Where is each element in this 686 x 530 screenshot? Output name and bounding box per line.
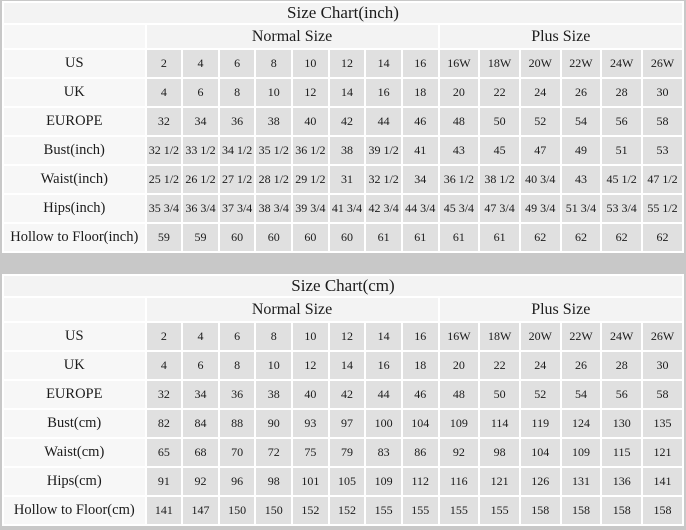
size-value-cell: 92	[440, 439, 479, 466]
size-value-cell: 82	[147, 410, 182, 437]
size-value-cell: 116	[440, 468, 479, 495]
size-value-cell: 10	[293, 50, 328, 77]
corner-cell	[4, 25, 145, 48]
size-value-cell: 12	[293, 79, 328, 106]
size-value-cell: 38 1/2	[480, 166, 519, 193]
size-value-cell: 30	[643, 352, 682, 379]
corner-cell	[4, 298, 145, 321]
size-value-cell: 62	[602, 224, 641, 251]
size-value-cell: 55 1/2	[643, 195, 682, 222]
size-value-cell: 28 1/2	[256, 166, 291, 193]
size-value-cell: 68	[183, 439, 218, 466]
table-row-waist-inch	[4, 166, 682, 193]
size-value-cell: 18	[403, 352, 438, 379]
size-value-cell: 75	[293, 439, 328, 466]
size-value-cell: 18	[403, 79, 438, 106]
size-value-cell: 2	[147, 50, 182, 77]
size-value-cell: 150	[220, 497, 255, 524]
row-label-us: US	[4, 323, 145, 350]
size-value-cell: 12	[330, 323, 365, 350]
row-label-hollow-to-floor-inch: Hollow to Floor(inch)	[4, 224, 145, 251]
size-value-cell: 6	[183, 352, 218, 379]
size-value-cell: 97	[330, 410, 365, 437]
size-value-cell: 26 1/2	[183, 166, 218, 193]
chart-title: Size Chart(cm)	[4, 276, 682, 296]
size-value-cell: 35 1/2	[256, 137, 291, 164]
size-value-cell: 150	[256, 497, 291, 524]
size-value-cell: 96	[220, 468, 255, 495]
size-value-cell: 45	[480, 137, 519, 164]
size-value-cell: 54	[562, 381, 601, 408]
row-label-uk: UK	[4, 79, 145, 106]
size-value-cell: 38	[256, 108, 291, 135]
table-row-us	[4, 50, 682, 77]
size-value-cell: 38	[256, 381, 291, 408]
size-value-cell: 41	[403, 137, 438, 164]
row-label-europe: EUROPE	[4, 108, 145, 135]
size-value-cell: 124	[562, 410, 601, 437]
size-value-cell: 56	[602, 108, 641, 135]
size-value-cell: 42 3/4	[366, 195, 401, 222]
size-value-cell: 40	[293, 381, 328, 408]
size-value-cell: 20W	[521, 50, 560, 77]
size-value-cell: 56	[602, 381, 641, 408]
size-value-cell: 58	[643, 108, 682, 135]
size-value-cell: 24	[521, 352, 560, 379]
row-label-waist-cm: Waist(cm)	[4, 439, 145, 466]
size-value-cell: 104	[403, 410, 438, 437]
size-value-cell: 52	[521, 381, 560, 408]
size-value-cell: 45 1/2	[602, 166, 641, 193]
size-value-cell: 36	[220, 381, 255, 408]
size-value-cell: 60	[220, 224, 255, 251]
size-value-cell: 158	[521, 497, 560, 524]
size-value-cell: 47	[521, 137, 560, 164]
row-label-uk: UK	[4, 352, 145, 379]
size-value-cell: 53	[643, 137, 682, 164]
size-value-cell: 50	[480, 381, 519, 408]
size-value-cell: 91	[147, 468, 182, 495]
size-value-cell: 44	[366, 381, 401, 408]
size-value-cell: 52	[521, 108, 560, 135]
size-value-cell: 16	[403, 323, 438, 350]
size-value-cell: 14	[366, 323, 401, 350]
size-value-cell: 43	[562, 166, 601, 193]
size-value-cell: 26W	[643, 50, 682, 77]
size-value-cell: 48	[440, 108, 479, 135]
size-value-cell: 59	[183, 224, 218, 251]
table-row-hollow-to-floor-cm	[4, 497, 682, 524]
size-value-cell: 20	[440, 79, 479, 106]
size-value-cell: 8	[256, 323, 291, 350]
size-value-cell: 18W	[480, 323, 519, 350]
size-value-cell: 8	[220, 79, 255, 106]
size-value-cell: 36	[220, 108, 255, 135]
size-value-cell: 58	[643, 381, 682, 408]
size-value-cell: 4	[147, 79, 182, 106]
size-value-cell: 158	[602, 497, 641, 524]
size-value-cell: 48	[440, 381, 479, 408]
table-row-hips-inch	[4, 195, 682, 222]
table-row-uk	[4, 79, 682, 106]
size-value-cell: 22W	[562, 323, 601, 350]
table-row-europe	[4, 108, 682, 135]
size-value-cell: 141	[147, 497, 182, 524]
row-label-europe: EUROPE	[4, 381, 145, 408]
size-value-cell: 62	[643, 224, 682, 251]
size-value-cell: 22	[480, 79, 519, 106]
size-value-cell: 34	[183, 108, 218, 135]
size-value-cell: 38 3/4	[256, 195, 291, 222]
size-value-cell: 90	[256, 410, 291, 437]
table-row-bust-cm	[4, 410, 682, 437]
row-label-bust-inch: Bust(inch)	[4, 137, 145, 164]
size-value-cell: 39 3/4	[293, 195, 328, 222]
size-value-cell: 60	[330, 224, 365, 251]
size-value-cell: 16	[366, 79, 401, 106]
size-value-cell: 83	[366, 439, 401, 466]
size-value-cell: 32 1/2	[147, 137, 182, 164]
size-value-cell: 41 3/4	[330, 195, 365, 222]
size-value-cell: 32	[147, 381, 182, 408]
column-group-normal-size: Normal Size	[147, 298, 438, 321]
size-value-cell: 16	[403, 50, 438, 77]
size-value-cell: 62	[562, 224, 601, 251]
size-value-cell: 22W	[562, 50, 601, 77]
size-value-cell: 26	[562, 352, 601, 379]
size-value-cell: 43	[440, 137, 479, 164]
size-value-cell: 104	[521, 439, 560, 466]
size-value-cell: 34	[183, 381, 218, 408]
size-value-cell: 40	[293, 108, 328, 135]
size-value-cell: 152	[330, 497, 365, 524]
size-value-cell: 12	[330, 50, 365, 77]
size-value-cell: 92	[183, 468, 218, 495]
size-value-cell: 44 3/4	[403, 195, 438, 222]
size-value-cell: 6	[183, 79, 218, 106]
size-value-cell: 26W	[643, 323, 682, 350]
size-chart-inch-table	[2, 1, 684, 253]
size-value-cell: 24	[521, 79, 560, 106]
size-value-cell: 109	[440, 410, 479, 437]
size-value-cell: 31	[330, 166, 365, 193]
size-value-cell: 49 3/4	[521, 195, 560, 222]
size-value-cell: 28	[602, 79, 641, 106]
size-value-cell: 4	[183, 323, 218, 350]
size-value-cell: 88	[220, 410, 255, 437]
size-value-cell: 24W	[602, 323, 641, 350]
size-value-cell: 44	[366, 108, 401, 135]
size-value-cell: 12	[293, 352, 328, 379]
size-value-cell: 30	[643, 79, 682, 106]
size-value-cell: 109	[562, 439, 601, 466]
size-value-cell: 25 1/2	[147, 166, 182, 193]
size-value-cell: 10	[293, 323, 328, 350]
size-value-cell: 2	[147, 323, 182, 350]
size-value-cell: 105	[330, 468, 365, 495]
size-value-cell: 84	[183, 410, 218, 437]
column-group-plus-size: Plus Size	[440, 25, 682, 48]
table-row-waist-cm	[4, 439, 682, 466]
size-value-cell: 60	[256, 224, 291, 251]
size-value-cell: 10	[256, 352, 291, 379]
size-value-cell: 24W	[602, 50, 641, 77]
size-value-cell: 131	[562, 468, 601, 495]
size-value-cell: 61	[440, 224, 479, 251]
size-value-cell: 152	[293, 497, 328, 524]
size-value-cell: 4	[147, 352, 182, 379]
size-value-cell: 114	[480, 410, 519, 437]
size-value-cell: 37 3/4	[220, 195, 255, 222]
size-value-cell: 54	[562, 108, 601, 135]
size-value-cell: 45 3/4	[440, 195, 479, 222]
size-value-cell: 28	[602, 352, 641, 379]
size-value-cell: 47 1/2	[643, 166, 682, 193]
size-value-cell: 14	[330, 352, 365, 379]
size-value-cell: 59	[147, 224, 182, 251]
size-value-cell: 155	[403, 497, 438, 524]
size-value-cell: 51 3/4	[562, 195, 601, 222]
size-chart-cm-table	[2, 274, 684, 526]
size-value-cell: 20W	[521, 323, 560, 350]
size-value-cell: 135	[643, 410, 682, 437]
size-value-cell: 158	[562, 497, 601, 524]
size-value-cell: 70	[220, 439, 255, 466]
size-value-cell: 10	[256, 79, 291, 106]
table-row-us	[4, 323, 682, 350]
table-row-bust-inch	[4, 137, 682, 164]
size-value-cell: 93	[293, 410, 328, 437]
size-value-cell: 8	[256, 50, 291, 77]
size-value-cell: 101	[293, 468, 328, 495]
size-value-cell: 98	[480, 439, 519, 466]
size-value-cell: 115	[602, 439, 641, 466]
row-label-bust-cm: Bust(cm)	[4, 410, 145, 437]
size-value-cell: 46	[403, 108, 438, 135]
size-value-cell: 6	[220, 323, 255, 350]
size-value-cell: 16	[366, 352, 401, 379]
size-value-cell: 51	[602, 137, 641, 164]
size-value-cell: 34 1/2	[220, 137, 255, 164]
column-group-plus-size: Plus Size	[440, 298, 682, 321]
size-value-cell: 38	[330, 137, 365, 164]
size-value-cell: 42	[330, 381, 365, 408]
size-value-cell: 155	[480, 497, 519, 524]
size-value-cell: 42	[330, 108, 365, 135]
size-value-cell: 141	[643, 468, 682, 495]
table-row-europe	[4, 381, 682, 408]
size-value-cell: 61	[403, 224, 438, 251]
size-value-cell: 121	[480, 468, 519, 495]
size-value-cell: 35 3/4	[147, 195, 182, 222]
size-value-cell: 36 3/4	[183, 195, 218, 222]
size-value-cell: 155	[366, 497, 401, 524]
chart-title: Size Chart(inch)	[4, 3, 682, 23]
size-value-cell: 136	[602, 468, 641, 495]
size-value-cell: 40 3/4	[521, 166, 560, 193]
row-label-hollow-to-floor-cm: Hollow to Floor(cm)	[4, 497, 145, 524]
size-value-cell: 33 1/2	[183, 137, 218, 164]
size-value-cell: 158	[643, 497, 682, 524]
size-value-cell: 26	[562, 79, 601, 106]
size-value-cell: 121	[643, 439, 682, 466]
table-row-hollow-to-floor-inch	[4, 224, 682, 251]
size-value-cell: 109	[366, 468, 401, 495]
size-value-cell: 86	[403, 439, 438, 466]
size-value-cell: 18W	[480, 50, 519, 77]
table-row-hips-cm	[4, 468, 682, 495]
size-value-cell: 4	[183, 50, 218, 77]
size-value-cell: 60	[293, 224, 328, 251]
column-group-normal-size: Normal Size	[147, 25, 438, 48]
table-row-uk	[4, 352, 682, 379]
size-value-cell: 119	[521, 410, 560, 437]
row-label-hips-cm: Hips(cm)	[4, 468, 145, 495]
size-value-cell: 61	[480, 224, 519, 251]
size-value-cell: 47 3/4	[480, 195, 519, 222]
size-value-cell: 49	[562, 137, 601, 164]
size-value-cell: 53 3/4	[602, 195, 641, 222]
size-value-cell: 36 1/2	[440, 166, 479, 193]
size-value-cell: 27 1/2	[220, 166, 255, 193]
row-label-hips-inch: Hips(inch)	[4, 195, 145, 222]
size-value-cell: 155	[440, 497, 479, 524]
size-value-cell: 39 1/2	[366, 137, 401, 164]
row-label-us: US	[4, 50, 145, 77]
size-value-cell: 32 1/2	[366, 166, 401, 193]
size-value-cell: 61	[366, 224, 401, 251]
size-value-cell: 65	[147, 439, 182, 466]
size-value-cell: 29 1/2	[293, 166, 328, 193]
size-value-cell: 14	[366, 50, 401, 77]
size-value-cell: 72	[256, 439, 291, 466]
size-value-cell: 36 1/2	[293, 137, 328, 164]
size-value-cell: 147	[183, 497, 218, 524]
size-value-cell: 50	[480, 108, 519, 135]
size-value-cell: 8	[220, 352, 255, 379]
size-value-cell: 14	[330, 79, 365, 106]
size-value-cell: 130	[602, 410, 641, 437]
size-value-cell: 98	[256, 468, 291, 495]
row-label-waist-inch: Waist(inch)	[4, 166, 145, 193]
size-value-cell: 32	[147, 108, 182, 135]
size-value-cell: 16W	[440, 323, 479, 350]
size-value-cell: 79	[330, 439, 365, 466]
size-value-cell: 100	[366, 410, 401, 437]
size-value-cell: 34	[403, 166, 438, 193]
size-value-cell: 22	[480, 352, 519, 379]
size-value-cell: 6	[220, 50, 255, 77]
size-value-cell: 62	[521, 224, 560, 251]
size-value-cell: 46	[403, 381, 438, 408]
size-value-cell: 20	[440, 352, 479, 379]
size-value-cell: 126	[521, 468, 560, 495]
size-value-cell: 16W	[440, 50, 479, 77]
size-value-cell: 112	[403, 468, 438, 495]
